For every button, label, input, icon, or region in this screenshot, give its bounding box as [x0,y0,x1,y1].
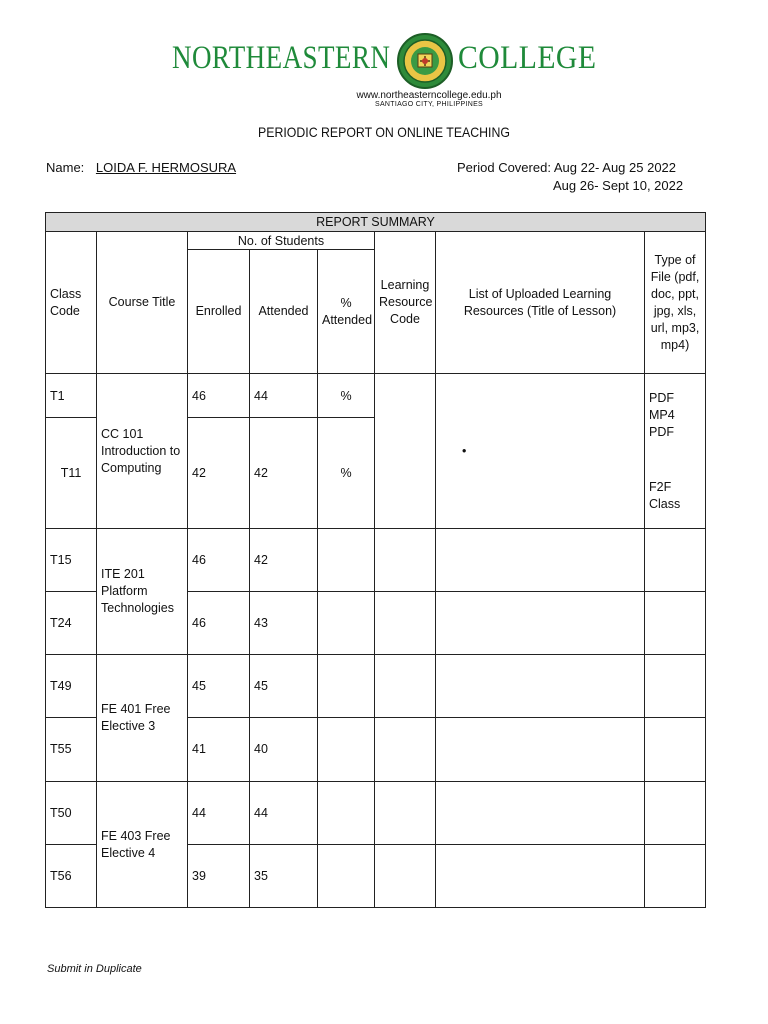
file-type-cell [645,529,706,592]
name-row [46,160,236,175]
class-code: T24 [46,592,97,655]
enrolled-count: 41 [188,718,250,782]
attended-count: 40 [250,718,318,782]
uploaded-resources-list [436,845,645,908]
pct-attended [318,592,375,655]
uploaded-resources-list [436,782,645,845]
header-uploaded-resources: List of Uploaded Learning Resources (Title of Lesson) [436,232,645,374]
pct-attended: % [318,374,375,418]
course-title: ITE 201 Platform Technologies [97,529,188,655]
enrolled-count: 45 [188,655,250,718]
uploaded-resources-list [436,718,645,782]
report-summary-title: REPORT SUMMARY [46,213,706,232]
enrolled-count: 42 [188,418,250,529]
brand-name-right: COLLEGE [458,40,597,76]
brand-name-left: NORTHEASTERN [172,40,391,76]
college-location: SANTIAGO CITY, PHILIPPINES [374,101,484,108]
learning-resource-code [375,718,436,782]
class-code: T55 [46,718,97,782]
header-learning-resource-code: Learning Resource Code [375,232,436,374]
college-seal-icon [396,32,454,90]
enrolled-count: 46 [188,592,250,655]
file-type-cell [645,592,706,655]
table-row [46,374,706,418]
pct-attended [318,529,375,592]
class-code: T56 [46,845,97,908]
footer-note: Submit in Duplicate [47,963,142,975]
class-code: T1 [46,374,97,418]
period-covered-row [457,160,676,175]
bullet: • [462,443,467,458]
header-class-code: Class Code [46,232,97,374]
uploaded-resources-list [436,655,645,718]
learning-resource-code [375,655,436,718]
header-course-title: Course Title [97,232,188,374]
report-title: PERIODIC REPORT ON ONLINE TEACHING [258,124,510,140]
uploaded-resources-list [436,592,645,655]
period-line-2: Aug 26- Sept 10, 2022 [553,178,684,193]
learning-resource-code [375,845,436,908]
enrolled-count: 46 [188,374,250,418]
header-attended: Attended [250,250,318,374]
period-line-1: Aug 22- Aug 25 2022 [553,160,677,175]
enrolled-count: 46 [188,529,250,592]
report-summary-table [45,212,706,908]
enrolled-count: 39 [188,845,250,908]
college-website: www.northeasterncollege.edu.ph [356,90,502,101]
header-enrolled: Enrolled [188,250,250,374]
learning-resource-code [375,782,436,845]
period-label: Period Covered: [457,160,551,175]
course-title: FE 401 Free Elective 3 [97,655,188,782]
table-row [46,655,706,718]
attended-count: 42 [250,418,318,529]
pct-attended: % [318,418,375,529]
name-label: Name: [46,160,85,175]
pct-attended [318,655,375,718]
table-row [46,782,706,845]
header-no-students: No. of Students [188,232,375,250]
file-type-cell [645,718,706,782]
attended-count: 45 [250,655,318,718]
attended-count: 44 [250,374,318,418]
file-type-cell [645,374,706,529]
file-type-cell [645,655,706,718]
pct-attended [318,845,375,908]
table-row [46,529,706,592]
pct-attended [318,782,375,845]
class-code: T11 [46,418,97,529]
file-type-cell [645,782,706,845]
uploaded-resources-list [436,374,645,529]
file-type-top: PDF MP4 PDF [649,391,675,439]
college-logo [0,32,768,84]
attended-count: 35 [250,845,318,908]
class-code: T49 [46,655,97,718]
name-value: LOIDA F. HERMOSURA [95,160,237,175]
attended-count: 42 [250,529,318,592]
learning-resource-code [375,592,436,655]
enrolled-count: 44 [188,782,250,845]
course-title: FE 403 Free Elective 4 [97,782,188,908]
class-code: T50 [46,782,97,845]
learning-resource-code [375,529,436,592]
attended-count: 44 [250,782,318,845]
header-file-type: Type of File (pdf, doc, ppt, jpg, xls, url, mp3, mp4) [645,232,706,374]
course-title: CC 101 Introduction to Computing [97,374,188,529]
uploaded-resources-list [436,529,645,592]
pct-attended [318,718,375,782]
learning-resource-code [375,374,436,529]
header-pct-attended: % Attended [318,250,375,374]
attended-count: 43 [250,592,318,655]
file-type-bottom: F2F Class [649,480,681,511]
class-code: T15 [46,529,97,592]
file-type-cell [645,845,706,908]
